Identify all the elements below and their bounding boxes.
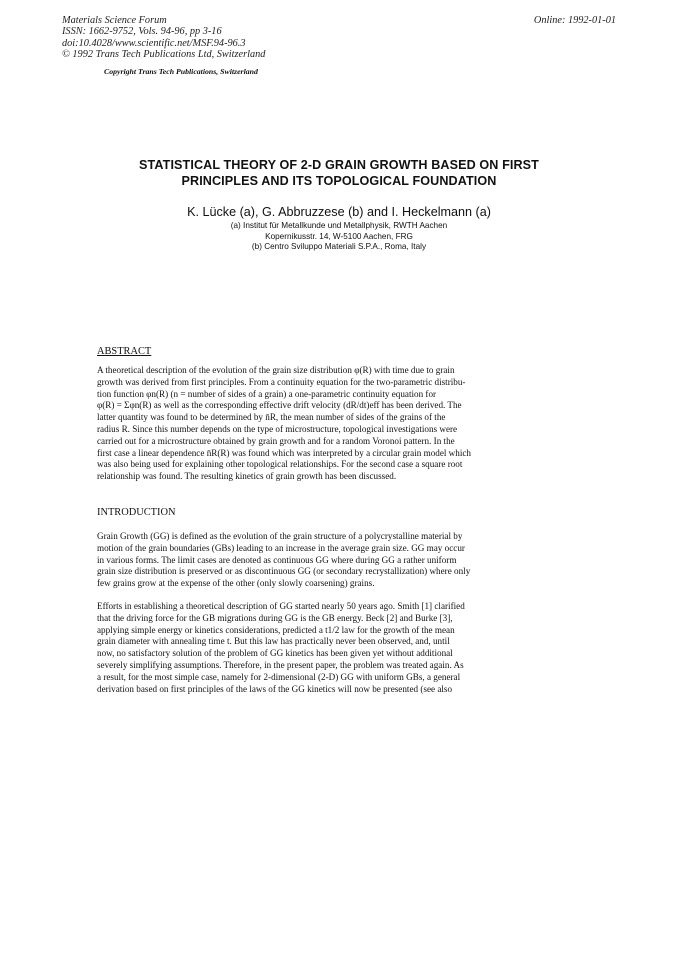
abstract-line: radius R. Since this number depends on the type of microstructure, topological investigations were	[97, 423, 458, 434]
paragraph-line: that the driving force for the GB migrations during GG is the GB energy. Beck [2] and Burke [3],	[97, 612, 453, 623]
abstract-line: relationship was found. The resulting kinetics of grain growth has been discussed.	[97, 471, 397, 482]
affiliation-line: Kopernikusstr. 14, W-5100 Aachen, FRG	[265, 231, 413, 241]
affiliation-line: (a) Institut für Metallkunde und Metallphysik, RWTH Aachen	[230, 221, 448, 230]
copyright-notice: Copyright Trans Tech Publications, Switzerland	[104, 67, 258, 76]
introduction-paragraph-2	[97, 601, 539, 695]
paragraph-line: motion of the grain boundaries (GBs) leading to an increase in the average grain size. GG may occur	[97, 542, 465, 553]
publisher-line: © 1992 Trans Tech Publications Ltd, Switzerland	[62, 49, 266, 61]
title-line: STATISTICAL THEORY OF 2-D GRAIN GROWTH BASED ON FIRST	[139, 158, 539, 172]
paragraph-line: applying simple energy or kinetics considerations, predicted a t1/2 law for the growth of the mean	[97, 624, 455, 635]
paragraph-line: grain size distribution is preserved or as discontinuous GG (or secondary recrystallization) where only	[97, 566, 471, 577]
paragraph-line: severely simplifying assumptions. Therefore, in the present paper, the problem was treated again. As	[97, 659, 464, 670]
introduction-heading: INTRODUCTION	[97, 507, 176, 518]
abstract-line: latter quantity was found to be determined by n̄R, the mean number of sides of the grains of the	[97, 412, 446, 423]
abstract-body	[97, 365, 539, 483]
affiliation-line: (b) Centro Sviluppo Materiali S.P.A., Roma, Italy	[251, 242, 427, 252]
introduction-paragraph-1	[97, 531, 539, 590]
paragraph-line: now, no satisfactory solution of the problem of GG kinetics has been given yet without additional	[97, 648, 453, 659]
abstract-line: φ(R) = Σφn(R) as well as the corresponding effective drift velocity (dR/dt)eff has been derived. The	[97, 400, 462, 411]
paragraph-line: in various forms. The limit cases are denoted as continuous GG where during GG a rather uniform	[97, 554, 457, 565]
paper-title	[60, 158, 618, 189]
paragraph-line: grain diameter with annealing time t. But this law has practically never been observed, and, until	[97, 636, 450, 647]
abstract-line: was also being used for explaining other topological relationships. For the second case a square root	[97, 459, 463, 470]
paragraph-line: derivation based on first principles of the laws of the GG kinetics will now be presented (see also	[97, 683, 453, 694]
doi-line: doi:10.4028/www.scientific.net/MSF.94-96.3	[62, 37, 246, 49]
abstract-heading: ABSTRACT	[97, 346, 152, 357]
authors: K. Lücke (a), G. Abbruzzese (b) and I. Heckelmann (a)	[187, 205, 491, 219]
paragraph-line: Efforts in establishing a theoretical description of GG started nearly 50 years ago. Smith [1] clarified	[97, 601, 465, 611]
abstract-line: first case a linear dependence n̄R(R) was found which was interpreted by a circular grain model which	[97, 447, 471, 458]
abstract-line: A theoretical description of the evolution of the grain size distribution φ(R) with time due to grain	[97, 365, 455, 375]
paragraph-line: a result, for the most simple case, namely for 2-dimensional (2-D) GG with uniform GBs, a general	[97, 671, 461, 682]
journal-metadata	[62, 15, 265, 61]
online-date: Online: 1992-01-01	[533, 15, 616, 26]
title-line: PRINCIPLES AND ITS TOPOLOGICAL FOUNDATION	[181, 173, 497, 188]
abstract-line: carried out for a microstructure obtained by grain growth and for a random Voronoi pattern. In the	[97, 435, 455, 446]
affiliations	[60, 221, 618, 253]
paragraph-line: Grain Growth (GG) is defined as the evolution of the grain structure of a polycrystalline material by	[97, 531, 463, 541]
abstract-line: growth was derived from first principles. From a continuity equation for the two-parametric distribu-	[97, 376, 466, 387]
journal-name: Materials Science Forum	[62, 15, 167, 26]
paragraph-line: few grains grow at the expense of the other (only slowly coarsening) grains.	[97, 578, 375, 589]
abstract-line: tion function φn(R) (n = number of sides of a grain) a one-parametric continuity equation for	[97, 388, 437, 399]
issn-line: ISSN: 1662-9752, Vols. 94-96, pp 3-16	[62, 26, 222, 38]
